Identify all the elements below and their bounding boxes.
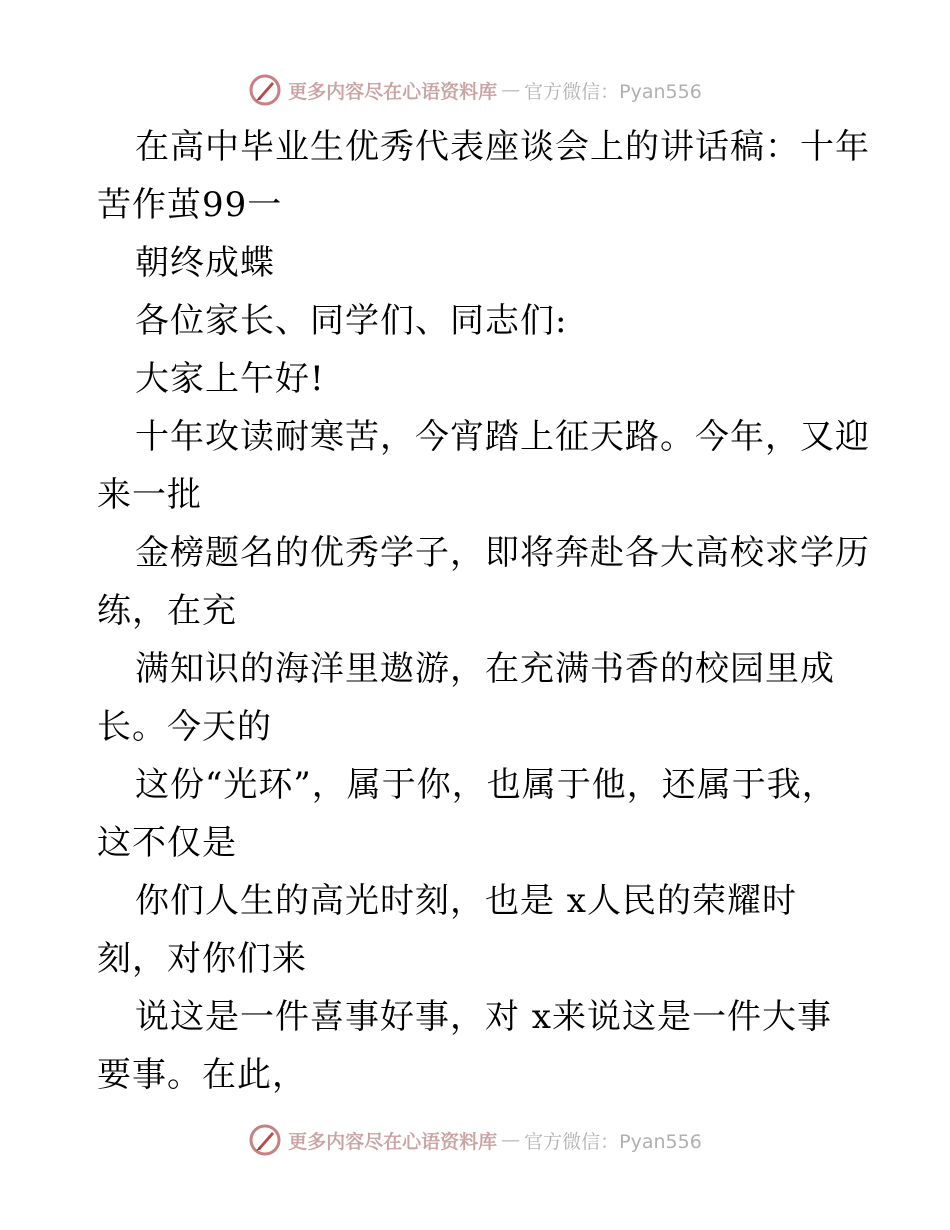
watermark-brand: 更多内容尽在心语资料库 — [288, 80, 498, 103]
text-line: 各位家长、同学们、同志们: — [135, 301, 568, 341]
watermark-footer — [0, 1120, 950, 1160]
quill-circle-logo-icon — [248, 73, 282, 107]
watermark-wechat: 官方微信：Pyan556 — [524, 1130, 702, 1153]
text-line: 练，在充 — [97, 591, 237, 631]
text-line: 朝终成蝶 — [135, 243, 275, 283]
text-line: 说这是一件喜事好事，对 x来说这是一件大事 — [135, 997, 832, 1037]
text-line: 长。今天的 — [97, 707, 272, 747]
text-line: 十年攻读耐寒苦，今宵踏上征天路。今年，又迎 — [135, 417, 870, 457]
watermark-separator: — — [501, 79, 521, 101]
text-line: 在高中毕业生优秀代表座谈会上的讲话稿：十年 — [135, 127, 870, 167]
text-line: 满知识的海洋里遨游，在充满书香的校园里成 — [135, 649, 835, 689]
text-line: 这不仅是 — [97, 823, 237, 863]
watermark-wechat: 官方微信：Pyan556 — [524, 80, 702, 103]
text-line: 你们人生的高光时刻，也是 x人民的荣耀时 — [135, 881, 797, 921]
text-line: 这份“光环”，属于你，也属于他，还属于我， — [135, 765, 837, 805]
quill-circle-logo-icon — [248, 1123, 282, 1157]
text-line: 来一批 — [97, 475, 202, 515]
watermark-header — [0, 70, 950, 110]
watermark-separator: — — [501, 1129, 521, 1151]
text-line: 刻，对你们来 — [97, 939, 307, 979]
watermark-brand: 更多内容尽在心语资料库 — [288, 1130, 498, 1153]
text-line: 大家上午好! — [135, 359, 325, 399]
text-line: 苦作茧99一 — [97, 185, 283, 225]
text-line: 要事。在此， — [97, 1055, 307, 1095]
text-line: 金榜题名的优秀学子，即将奔赴各大高校求学历 — [135, 533, 870, 573]
document-body — [97, 118, 870, 1104]
